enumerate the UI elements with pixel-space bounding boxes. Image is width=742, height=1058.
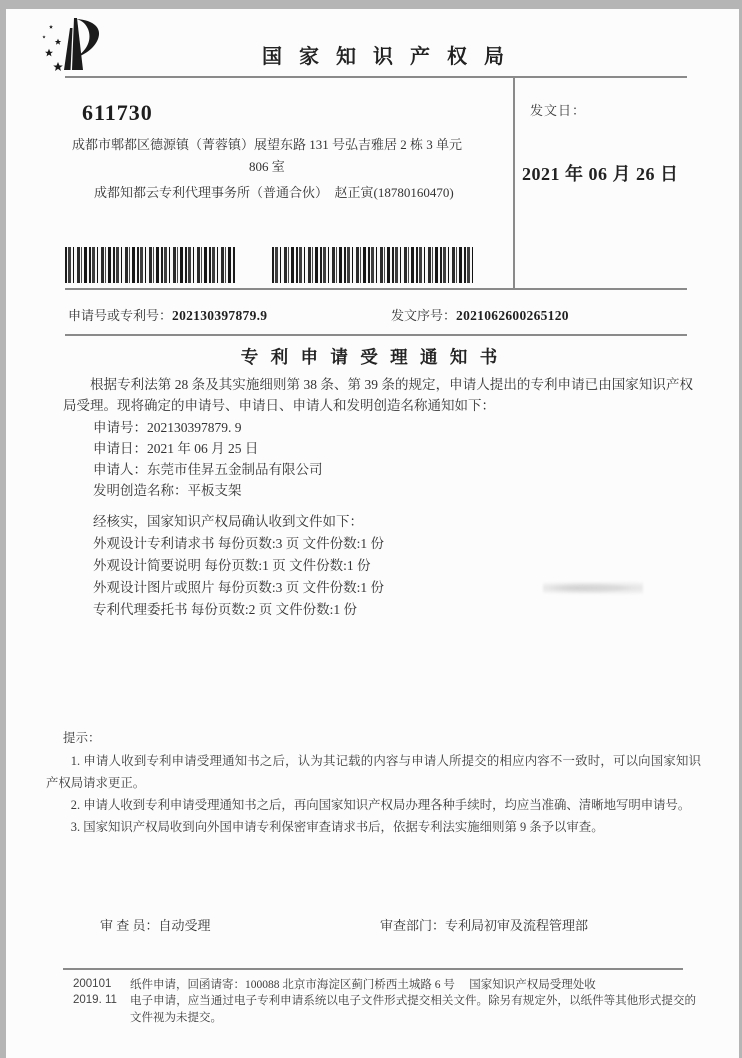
field-label: 申请人： bbox=[93, 462, 147, 477]
ref-row-top-rule bbox=[65, 288, 687, 290]
field-value: 东莞市佳昇五金制品有限公司 bbox=[147, 462, 323, 477]
field-application-date bbox=[93, 437, 258, 457]
received-item: 外观设计图片或照片 每份页数:3 页 文件份数:1 份 bbox=[93, 580, 385, 595]
recipient-address-line1: 成都市郫都区德源镇（菁蓉镇）展望东路 131 号弘吉雅居 2 栋 3 单元 bbox=[72, 137, 463, 152]
application-number-row bbox=[68, 305, 267, 325]
serial-number-value: 2021062600265120 bbox=[456, 308, 569, 323]
tip-item-2: 2. 申请人收到专利申请受理通知书之后，再向国家知识产权局办理各种手续时，均应当准确、清晰地写明申请号。 bbox=[70, 798, 691, 812]
form-version-date: 2019. 11 bbox=[73, 994, 117, 1006]
tip-item-1: 1. 申请人收到专利申请受理通知书之后，认为其记载的内容与申请人所提交的相应内容不一致时，可以向国家知识产权局请求更正。 bbox=[46, 754, 701, 790]
dispatch-box-divider bbox=[513, 76, 515, 288]
department-row bbox=[380, 915, 588, 934]
tip-item-3: 3. 国家知识产权局收到向外国申请专利保密审查请求书后，依据专利法实施细则第 9 条予以审查。 bbox=[70, 820, 604, 834]
application-number-label: 申请号或专利号： bbox=[68, 308, 173, 323]
department-label: 审查部门： bbox=[380, 918, 446, 933]
department-value: 专利局初审及流程管理部 bbox=[445, 918, 589, 933]
notice-intro-paragraph: 根据专利法第 28 条及其实施细则第 38 条、第 39 条的规定，申请人提出的专利申请已由国家知识产权局受理。现将确定的申请号、申请日、申请人和发明创造名称通知如下： bbox=[63, 377, 693, 413]
tips-label: 提示： bbox=[63, 731, 101, 745]
tips-list bbox=[46, 750, 701, 838]
barcode-right-icon bbox=[272, 247, 473, 283]
field-label: 申请日： bbox=[93, 441, 147, 456]
received-item: 专利代理委托书 每份页数:2 页 文件份数:1 份 bbox=[93, 602, 358, 617]
field-label: 申请号： bbox=[93, 420, 147, 435]
examiner-label: 审 查 员： bbox=[100, 918, 159, 933]
recipient-address-line2: 806 室 bbox=[249, 159, 285, 174]
field-applicant bbox=[93, 458, 323, 478]
form-code: 200101 bbox=[73, 978, 112, 990]
barcode-left-icon bbox=[65, 247, 235, 283]
notice-title: 专 利 申 请 受 理 通 知 书 bbox=[240, 347, 502, 367]
footer-paper-filing-line: 纸件申请，回函请寄：100088 北京市海淀区蓟门桥西土城路 6 号 国家知识产权局受理处收 bbox=[130, 979, 596, 991]
examiner-row bbox=[100, 915, 211, 934]
field-invention-name bbox=[93, 479, 242, 499]
field-value: 202130397879. 9 bbox=[147, 420, 242, 435]
postal-code: 611730 bbox=[82, 100, 153, 125]
agency-title: 国 家 知 识 产 权 局 bbox=[262, 46, 510, 68]
dispatch-date-label: 发文日： bbox=[530, 103, 587, 118]
agent-line: 成都知都云专利代理事务所（普通合伙） 赵正寅(18780160470) bbox=[94, 185, 454, 200]
dispatch-date-value: 2021 年 06 月 26 日 bbox=[522, 164, 679, 184]
received-intro: 经核实，国家知识产权局确认收到文件如下： bbox=[93, 514, 363, 529]
examiner-value: 自动受理 bbox=[158, 918, 211, 933]
header-rule bbox=[65, 76, 687, 78]
field-label: 发明创造名称： bbox=[93, 483, 188, 498]
cnipa-logo-icon bbox=[40, 16, 116, 76]
field-value: 平板支架 bbox=[187, 483, 242, 498]
application-number-value: 202130397879.9 bbox=[172, 308, 268, 323]
received-item: 外观设计专利请求书 每份页数:3 页 文件份数:1 份 bbox=[93, 536, 385, 551]
field-value: 2021 年 06 月 25 日 bbox=[147, 441, 259, 456]
footer-efiling-line: 电子申请，应当通过电子专利申请系统以电子文件形式提交相关文件。除另有规定外，以纸件等其他形式提交的文件视为未提交。 bbox=[130, 995, 696, 1024]
field-application-number bbox=[93, 416, 242, 436]
serial-number-label: 发文序号： bbox=[391, 308, 457, 323]
scan-smudge-artifact bbox=[543, 580, 643, 596]
serial-number-row bbox=[391, 305, 569, 325]
title-top-rule bbox=[65, 334, 687, 336]
footer-rule bbox=[63, 968, 683, 970]
received-item: 外观设计简要说明 每份页数:1 页 文件份数:1 份 bbox=[93, 558, 371, 573]
